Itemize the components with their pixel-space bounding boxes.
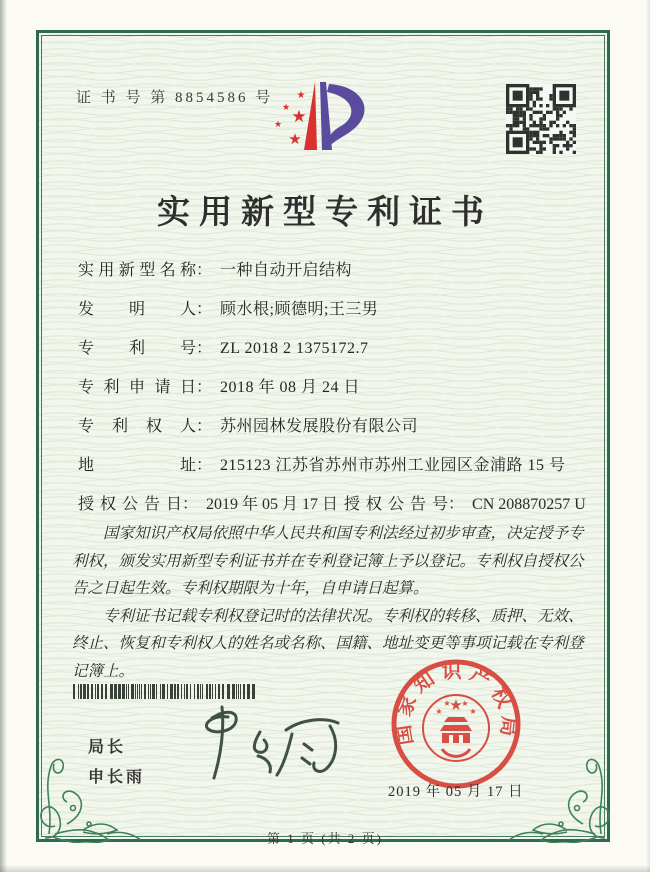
national-emblem-icon: [423, 695, 489, 761]
scan-edge-shadow: [646, 0, 650, 872]
field-colon: ：: [196, 457, 213, 474]
logo-star-icon: ★: [296, 90, 306, 101]
svg-text:★: ★: [469, 707, 477, 716]
field-row: [78, 413, 578, 452]
field-label: 发明人: [78, 301, 196, 318]
field-row: [78, 296, 578, 335]
field-value: ZL 2018 2 1375172.7: [220, 340, 369, 357]
field-label: 实用新型名称: [78, 262, 196, 279]
svg-text:★: ★: [461, 699, 469, 708]
field-value: 2018 年 08 月 24 日: [220, 379, 361, 396]
field-value: 一种自动开启结构: [220, 262, 353, 279]
qr-code: [506, 84, 576, 154]
cnipa-logo: [260, 60, 410, 178]
field-colon: ：: [196, 340, 213, 357]
field-colon: ：: [196, 262, 213, 279]
director-signature: [172, 698, 352, 790]
field-value: 顾水根;顾德明;王三男: [220, 301, 379, 318]
field-colon: ：: [196, 418, 213, 435]
certificate-title: 实用新型专利证书: [157, 195, 493, 231]
grant-date-pair: [78, 491, 340, 514]
grant-date-label: 授权公告日: [78, 496, 182, 513]
field-row: [78, 257, 578, 296]
field-label: 专利号: [78, 340, 196, 357]
svg-text:★: ★: [449, 698, 463, 714]
svg-text:★: ★: [435, 707, 443, 716]
logo-star-icon: ★: [281, 102, 291, 112]
logo-p-bowl: [327, 84, 364, 144]
logo-star-icon: ★: [291, 107, 307, 126]
legal-paragraph: 专利证书记载专利权登记时的法律状况。专利权的转移、质押、无效、终止、恢复和专利权人的姓名或名称、国籍、地址变更等事项记载在专利登记簿上。: [72, 607, 584, 680]
grant-date-value: 2019 年 05 月 17 日: [206, 496, 339, 513]
legal-paragraph: 国家知识产权局依照中华人民共和国专利法经过初步审查，决定授予专利权，颁发实用新型专利证书并在专利登记簿上予以登记。专利权自授权公告之日起生效。专利权期限为十年，自申请日起算。: [72, 525, 584, 597]
logo-star-icon: ★: [273, 119, 283, 129]
field-row: [78, 374, 578, 413]
logo-star-icon: ★: [288, 132, 302, 148]
field-colon: ：: [196, 301, 213, 318]
certificate-number: 证 书 号 第 8854586 号: [76, 90, 274, 106]
grant-no-value: CN 208870257 U: [472, 496, 586, 513]
barcode: [73, 684, 255, 699]
field-label: 地址: [78, 457, 196, 474]
grant-no-pair: [344, 496, 586, 513]
signer-name: 申长雨: [88, 769, 146, 786]
field-list: [78, 257, 578, 491]
field-value: 215123 江苏省苏州市苏州工业园区金浦路 15 号: [220, 457, 566, 474]
page-number: 第 1 页 (共 2 页): [267, 831, 383, 846]
grant-no-label: 授权公告号: [344, 496, 448, 513]
signer-title: 局长: [88, 739, 127, 756]
field-colon: ：: [182, 496, 199, 513]
grant-row: [78, 491, 588, 514]
field-value: 苏州园林发展股份有限公司: [220, 418, 419, 435]
field-row: [78, 452, 578, 491]
seal-ring-text: 国家知识产权局: [391, 660, 520, 747]
scan-edge-shadow: [0, 865, 650, 872]
field-colon: ：: [196, 379, 213, 396]
field-label: 专利权人: [78, 418, 196, 435]
seal-date: 2019 年 05 月 17 日: [388, 784, 524, 800]
field-colon: ：: [448, 496, 465, 513]
scan-edge-shadow: [0, 0, 7, 872]
svg-text:★: ★: [443, 699, 451, 708]
field-row: [78, 335, 578, 374]
field-label: 专利申请日: [78, 379, 196, 396]
